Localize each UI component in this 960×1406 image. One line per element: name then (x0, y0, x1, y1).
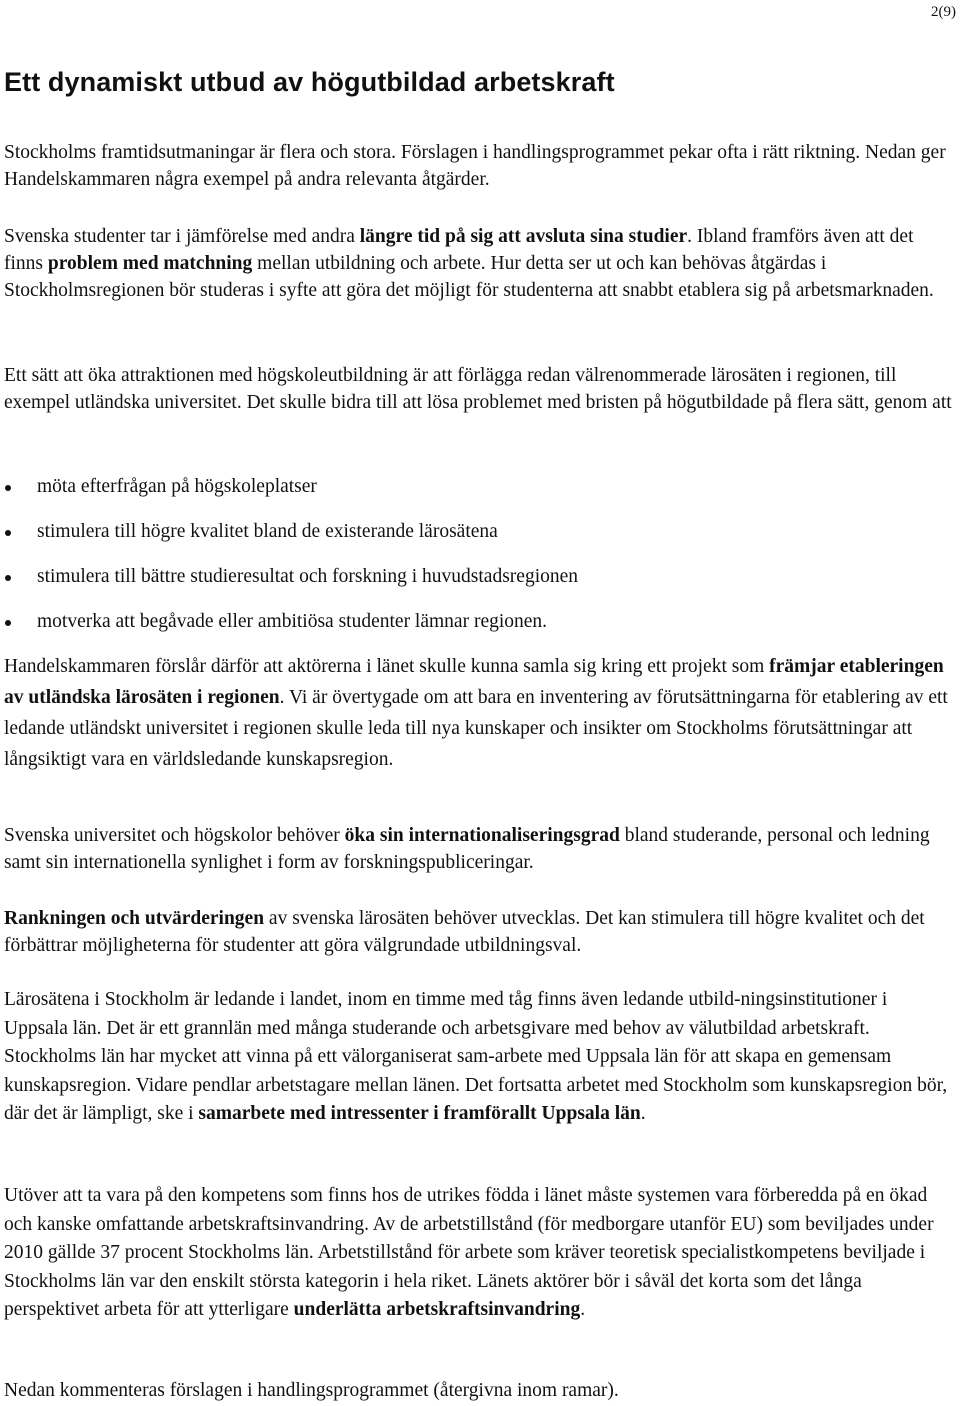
text-run: . Vi är övertygade om att bara en inventering av förutsättningarna för etablering av ett ledande utländskt universitet i regionen skulle leda till nya kunskaper och insikter om Stockholms förutsättningar att långsiktigt vara en världsledande kunskapsregion. (4, 687, 948, 770)
text-run: Lärosätena i Stockholm är ledande i landet, inom en timme med tåg finns även ledande utbild-ningsinstitutioner i Uppsala län. Det är ett grannlän med många studerande och arbetsgivare med behov av välutbildad arbetskraft. Stockholms län har mycket att vinna på ett välorganiserat sam-arbete med Uppsala län för att skapa en gemensam kunskapsregion. Vidare pendlar arbetstagare mellan länen. Det fortsatta arbetet med Stockholm som kunskapsregion bör, där det är lämpligt, ske i (4, 989, 948, 1124)
text-run: bland studerande, personal och ledning samt sin internationella synlighet i form av forskningspubliceringar. (4, 825, 930, 873)
text-run: Svenska universitet och högskolor behöver (4, 825, 345, 846)
paragraph-studenter (4, 223, 954, 304)
text-run: Svenska studenter tar i jämförelse med andra (4, 226, 360, 247)
bold-phrase: samarbete med intressenter i framförallt Uppsala län (198, 1103, 641, 1124)
text-run: av svenska lärosäten behöver utvecklas. Det kan stimulera till högre kvalitet och det förbättrar möjligheterna för studenter att göra välgrundade utbildningsval. (4, 908, 925, 956)
paragraph-larosaten (4, 986, 954, 1129)
bold-phrase: längre tid på sig att avsluta sina studier (359, 226, 688, 247)
text-run: . (640, 1103, 646, 1124)
list-item-text: stimulera till bättre studieresultat och forskning i huvudstadsregionen (37, 566, 579, 587)
bullet-icon (5, 620, 11, 626)
list-item (4, 472, 578, 517)
bold-phrase: underlätta arbetskraftsinvandring (293, 1299, 581, 1320)
list-item (4, 607, 578, 652)
page-number: 2(9) (931, 4, 956, 20)
paragraph-intro: Stockholms framtidsutmaningar är flera och stora. Förslagen i handlingsprogrammet pekar ofta i rätt riktning. Nedan ger Handelskammaren några exempel på andra relevanta åtgärder. (4, 142, 946, 190)
list-item (4, 517, 578, 562)
paragraph-kommentarer: Nedan kommenteras förslagen i handlingsprogrammet (återgivna inom ramar). (4, 1380, 619, 1401)
bullet-icon (5, 485, 11, 491)
bold-phrase: problem med matchning (47, 253, 253, 274)
list-item-text: motverka att begåvade eller ambitiösa studenter lämnar regionen. (37, 611, 548, 632)
paragraph-internationalisering (4, 822, 954, 876)
bold-phrase: öka sin internationaliseringsgrad (344, 825, 620, 846)
text-run: . Ibland framförs även att det finns (4, 226, 914, 274)
bold-phrase: Rankningen och utvärderingen (4, 908, 265, 929)
bullet-icon (5, 530, 11, 536)
bullet-list (4, 472, 578, 652)
bold-phrase: främjar etableringen av utländska lärosäten i regionen (4, 656, 944, 708)
text-run: Utöver att ta vara på den kompetens som finns hos de utrikes födda i länet måste systemen vara förberedda på en ökad och kanske omfattande arbetskraftsinvandring. Av de arbetstillstånd (för medborgare utanför EU) som beviljades under 2010 gällde 37 procent Stockholms län. Arbetstillstånd för arbete som kräver teoretisk specialistkompetens beviljade i Stockholms län var den enskilt största kategorin i hela riket. Länets aktörer bör i såväl det korta som det långa perspektivet arbeta för att ytterligare (4, 1185, 934, 1320)
list-item-text: stimulera till högre kvalitet bland de existerande lärosätena (37, 521, 498, 542)
list-item (4, 562, 578, 607)
bullet-icon (5, 575, 11, 581)
paragraph-rankning (4, 905, 954, 959)
section-title: Ett dynamiskt utbud av högutbildad arbetskraft (4, 67, 615, 97)
text-run: mellan utbildning och arbete. Hur detta ser ut och kan behövas åtgärdas i Stockholmsregionen bör studeras i syfte att göra det möjligt för studenterna att snabbt etablera sig på arbetsmarknaden. (4, 253, 934, 301)
paragraph-attraktion: Ett sätt att öka attraktionen med högskoleutbildning är att förlägga redan välrenommerade lärosäten i regionen, till exempel utländska universitet. Det skulle bidra till att lösa problemet med bristen på högutbildade på flera sätt, genom att (4, 365, 952, 413)
paragraph-arbetskraftsinvandring (4, 1182, 954, 1325)
text-run: Handelskammaren förslår därför att aktörerna i länet skulle kunna samla sig kring ett projekt som (4, 656, 770, 677)
list-item-text: möta efterfrågan på högskoleplatser (37, 476, 317, 497)
paragraph-forslag (4, 651, 954, 775)
text-run: . (580, 1299, 586, 1320)
